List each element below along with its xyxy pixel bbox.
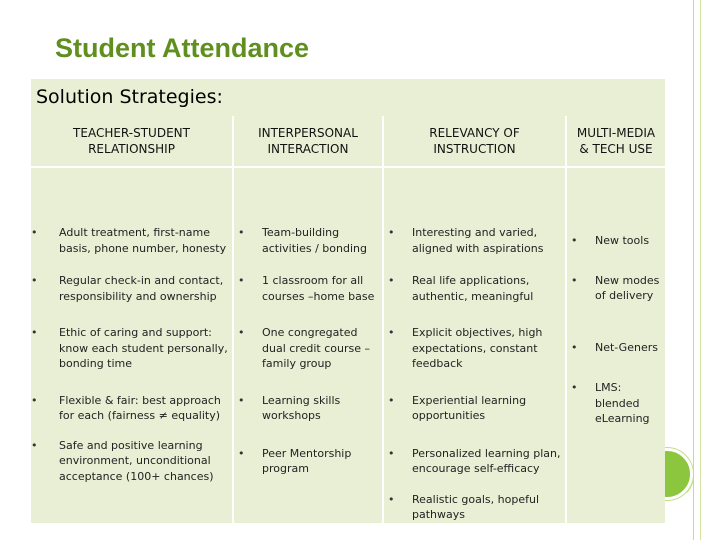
column-relevancy — [383, 167, 566, 523]
list-item: • Safe and positive learning environment, unconditional acceptance (100+ chances) — [31, 438, 232, 485]
list-item: • Interesting and varied, aligned with aspirations — [384, 225, 565, 256]
frame-line-outer — [693, 0, 694, 540]
slide-subtitle: Solution Strategies: — [36, 86, 223, 108]
list-item: • Adult treatment, first-name basis, phone number, honesty — [31, 225, 232, 256]
strategies-table — [31, 116, 665, 523]
list-item: • New tools — [567, 233, 665, 249]
list-item: • Personalized learning plan, encourage self-efficacy — [384, 446, 565, 477]
list-item: • Flexible & fair: best approach for each (fairness ≠ equality) — [31, 393, 232, 424]
table-header-row — [31, 116, 665, 167]
list-item: • Learning skills workshops — [234, 393, 382, 424]
list-item: • Real life applications, authentic, meaningful — [384, 273, 565, 304]
column-interpersonal — [233, 167, 383, 523]
interpersonal-list — [234, 225, 382, 477]
column-multimedia — [566, 167, 665, 523]
list-item: • 1 classroom for all courses –home base — [234, 273, 382, 304]
list-item: • New modes of delivery — [567, 273, 665, 304]
list-item: • Ethic of caring and support: know each student personally, bonding time — [31, 325, 232, 372]
list-item: • Net-Geners — [567, 340, 665, 356]
list-item: • Peer Mentorship program — [234, 446, 382, 477]
list-item: • Explicit objectives, high expectations, constant feedback — [384, 325, 565, 372]
header-multimedia: MULTI-MEDIA & TECH USE — [566, 116, 665, 167]
frame-line-inner — [700, 0, 701, 540]
list-item: • Realistic goals, hopeful pathways — [384, 492, 565, 523]
list-item: • Regular check-in and contact, responsibility and ownership — [31, 273, 232, 304]
list-item: • LMS: blended eLearning — [567, 380, 665, 427]
table-body-row — [31, 167, 665, 523]
header-relevancy: RELEVANCY OF INSTRUCTION — [383, 116, 566, 167]
list-item: • Experiential learning opportunities — [384, 393, 565, 424]
slide-title: Student Attendance — [55, 33, 310, 63]
column-teacher-student — [31, 167, 233, 523]
header-interpersonal: INTERPERSONAL INTERACTION — [233, 116, 383, 167]
teacher-student-list — [31, 225, 232, 484]
multimedia-list — [567, 233, 665, 427]
list-item: • One congregated dual credit course – family group — [234, 325, 382, 372]
list-item: • Team-building activities / bonding — [234, 225, 382, 256]
header-teacher-student: TEACHER-STUDENT RELATIONSHIP — [31, 116, 233, 167]
relevancy-list — [384, 225, 565, 523]
